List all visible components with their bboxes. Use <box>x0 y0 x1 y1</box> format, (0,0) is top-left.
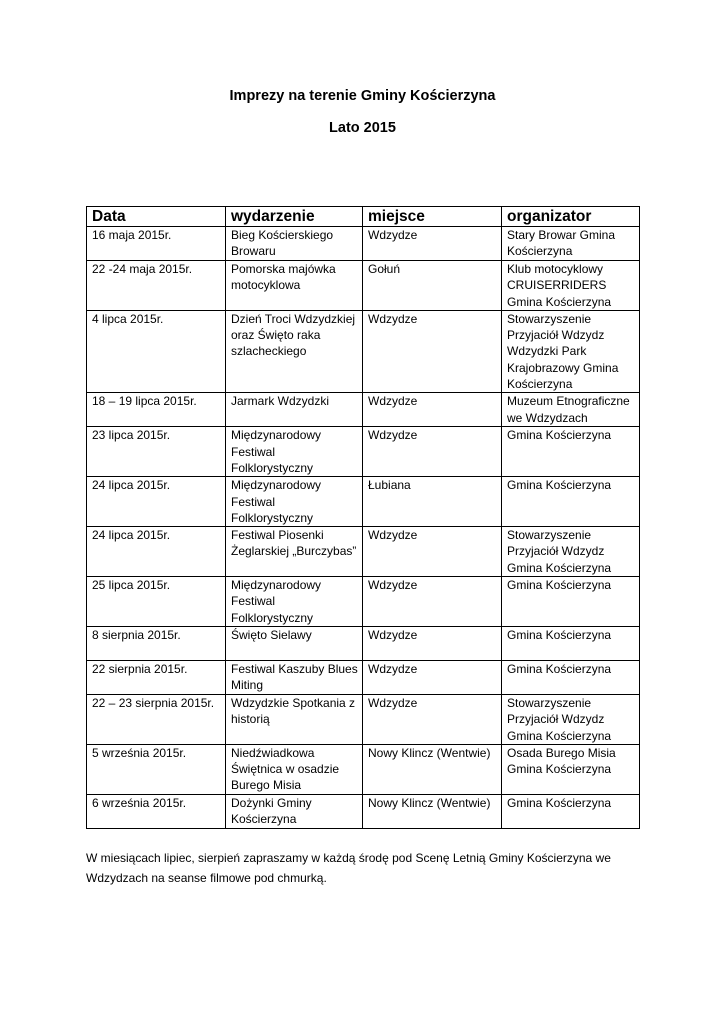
cell-organizer: Muzeum Etnograficzne we Wdzydzach <box>502 393 640 427</box>
cell-organizer: Stary Browar Gmina Kościerzyna <box>502 227 640 261</box>
cell-date: 5 września 2015r. <box>87 744 226 794</box>
cell-organizer: Osada Burego Misia Gmina Kościerzyna <box>502 744 640 794</box>
table-row <box>87 744 640 794</box>
cell-organizer: Stowarzyszenie Przyjaciół Wdzydz Wdzydzki Park Krajobrazowy Gmina Kościerzyna <box>502 310 640 392</box>
table-header-row <box>87 207 640 227</box>
cell-date: 8 sierpnia 2015r. <box>87 626 226 660</box>
cell-organizer: Gmina Kościerzyna <box>502 626 640 660</box>
cell-organizer: Gmina Kościerzyna <box>502 660 640 694</box>
cell-place: Łubiana <box>363 477 502 527</box>
footer-note: W miesiącach lipiec, sierpień zapraszamy w każdą środę pod Scenę Letnią Gminy Kościerzyna we Wdzydzach na seanse filmowe pod chmurką. <box>86 851 611 885</box>
cell-event: Bieg Kościerskiego Browaru <box>226 227 363 261</box>
cell-place: Wdzydze <box>363 227 502 261</box>
cell-place: Wdzydze <box>363 427 502 477</box>
cell-place: Wdzydze <box>363 527 502 577</box>
cell-event: Dożynki Gminy Kościerzyna <box>226 794 363 828</box>
table-row <box>87 626 640 660</box>
cell-organizer: Stowarzyszenie Przyjaciół Wdzydz Gmina Kościerzyna <box>502 527 640 577</box>
header-event: wydarzenie <box>226 207 363 227</box>
cell-date: 6 września 2015r. <box>87 794 226 828</box>
table-row <box>87 477 640 527</box>
cell-event: Międzynarodowy Festiwal Folklorystyczny <box>226 477 363 527</box>
cell-date: 24 lipca 2015r. <box>87 477 226 527</box>
cell-date: 24 lipca 2015r. <box>87 527 226 577</box>
page-title: Imprezy na terenie Gminy Kościerzyna <box>229 88 496 104</box>
cell-event: Międzynarodowy Festiwal Folklorystyczny <box>226 577 363 627</box>
table-row <box>87 227 640 261</box>
cell-place: Wdzydze <box>363 577 502 627</box>
table-row <box>87 660 640 694</box>
cell-event: Święto Sielawy <box>226 626 363 660</box>
cell-place: Wdzydze <box>363 694 502 744</box>
header-place: miejsce <box>363 207 502 227</box>
cell-place: Nowy Klincz (Wentwie) <box>363 794 502 828</box>
cell-date: 25 lipca 2015r. <box>87 577 226 627</box>
table-row <box>87 261 640 311</box>
table-row <box>87 427 640 477</box>
cell-date: 22 – 23 sierpnia 2015r. <box>87 694 226 744</box>
cell-organizer: Gmina Kościerzyna <box>502 577 640 627</box>
cell-date: 23 lipca 2015r. <box>87 427 226 477</box>
cell-organizer: Klub motocyklowy CRUISERRIDERS Gmina Kościerzyna <box>502 261 640 311</box>
header-date: Data <box>87 207 226 227</box>
cell-date: 22 sierpnia 2015r. <box>87 660 226 694</box>
cell-event: Jarmark Wdzydzki <box>226 393 363 427</box>
table-row <box>87 310 640 392</box>
cell-event: Niedźwiadkowa Świętnica w osadzie Burego Misia <box>226 744 363 794</box>
cell-event: Festiwal Kaszuby Blues Miting <box>226 660 363 694</box>
cell-date: 22 -24 maja 2015r. <box>87 261 226 311</box>
cell-date: 18 – 19 lipca 2015r. <box>87 393 226 427</box>
table-row <box>87 577 640 627</box>
cell-event: Międzynarodowy Festiwal Folklorystyczny <box>226 427 363 477</box>
cell-place: Gołuń <box>363 261 502 311</box>
cell-organizer: Stowarzyszenie Przyjaciół Wdzydz Gmina Kościerzyna <box>502 694 640 744</box>
events-table <box>86 206 640 829</box>
cell-event: Pomorska majówka motocyklowa <box>226 261 363 311</box>
cell-event: Festiwal Piosenki Żeglarskiej „Burczybas” <box>226 527 363 577</box>
cell-event: Dzień Troci Wdzydzkiej oraz Święto raka szlacheckiego <box>226 310 363 392</box>
cell-place: Nowy Klincz (Wentwie) <box>363 744 502 794</box>
header-organizer: organizator <box>502 207 640 227</box>
cell-organizer: Gmina Kościerzyna <box>502 477 640 527</box>
cell-place: Wdzydze <box>363 393 502 427</box>
table-row <box>87 794 640 828</box>
cell-organizer: Gmina Kościerzyna <box>502 427 640 477</box>
cell-place: Wdzydze <box>363 660 502 694</box>
cell-date: 4 lipca 2015r. <box>87 310 226 392</box>
page-subtitle: Lato 2015 <box>329 120 396 136</box>
table-row <box>87 694 640 744</box>
cell-place: Wdzydze <box>363 310 502 392</box>
cell-place: Wdzydze <box>363 626 502 660</box>
cell-event: Wdzydzkie Spotkania z historią <box>226 694 363 744</box>
table-row <box>87 393 640 427</box>
table-row <box>87 527 640 577</box>
cell-organizer: Gmina Kościerzyna <box>502 794 640 828</box>
cell-date: 16 maja 2015r. <box>87 227 226 261</box>
